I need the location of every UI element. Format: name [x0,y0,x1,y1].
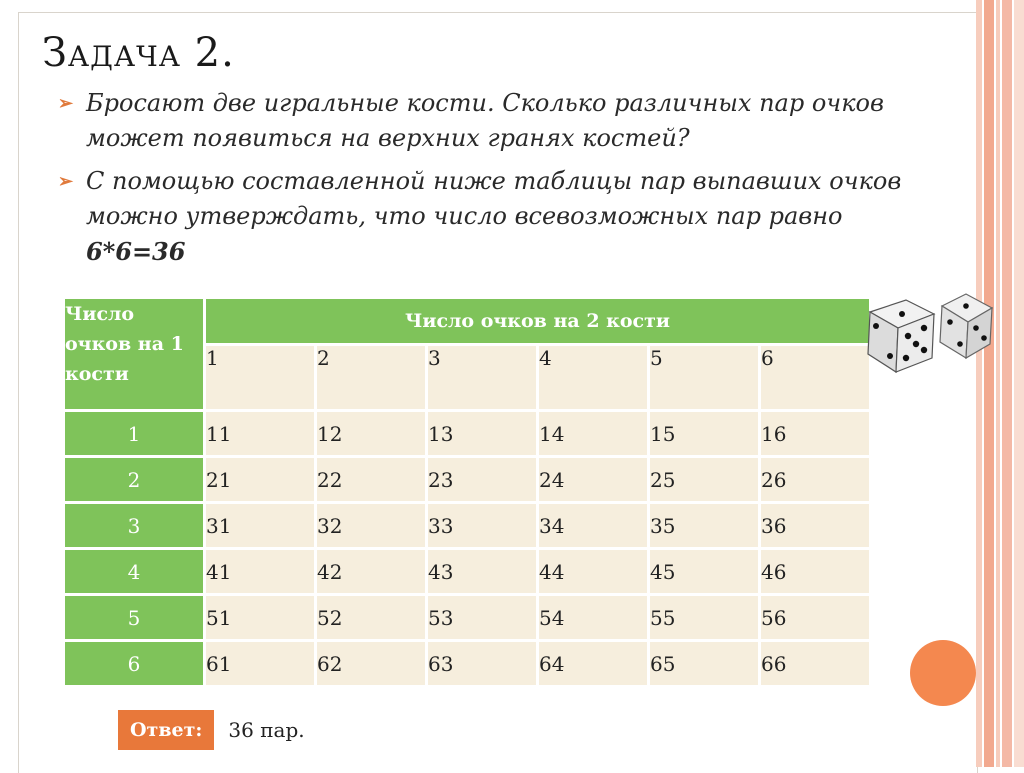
table-cell: 55 [650,596,758,639]
bullet-bold-formula: 6*6=36 [86,237,186,266]
table-cell: 13 [428,412,536,455]
bullet-arrow-icon: ➢ [58,171,74,192]
row-label: 2 [65,458,203,501]
row-label: 3 [65,504,203,547]
table-cell: 34 [539,504,647,547]
table-corner-label: Число очков на 1 кости [65,299,203,409]
table-cell: 25 [650,458,758,501]
row-label: 5 [65,596,203,639]
table-cell: 65 [650,642,758,685]
dice-icon [862,292,996,376]
table-cell: 64 [539,642,647,685]
table-cell: 56 [761,596,869,639]
table-cell: 54 [539,596,647,639]
table-cell: 24 [539,458,647,501]
column-number: 2 [317,346,425,409]
table-cell: 14 [539,412,647,455]
column-number: 4 [539,346,647,409]
table-cell: 61 [206,642,314,685]
table-cell: 16 [761,412,869,455]
table-cell: 11 [206,412,314,455]
bullet-arrow-icon: ➢ [58,93,74,114]
table-row [65,596,869,639]
table-cell: 35 [650,504,758,547]
table-cell: 32 [317,504,425,547]
table-cell: 53 [428,596,536,639]
row-label: 6 [65,642,203,685]
table-cell: 21 [206,458,314,501]
table-cell: 23 [428,458,536,501]
table-cell: 51 [206,596,314,639]
table-cell: 66 [761,642,869,685]
row-label: 1 [65,412,203,455]
table-cell: 12 [317,412,425,455]
table-row [65,550,869,593]
table-cell: 42 [317,550,425,593]
table-column-header: Число очков на 2 кости [206,299,869,343]
table-cell: 45 [650,550,758,593]
decorative-orange-circle [910,640,976,706]
bullet-item [58,86,918,156]
table-cell: 41 [206,550,314,593]
table-cell: 26 [761,458,869,501]
table-cell: 44 [539,550,647,593]
answer-value: 36 пар. [228,718,305,742]
table-row [65,458,869,501]
table-cell: 31 [206,504,314,547]
table-cell: 63 [428,642,536,685]
table-cell: 33 [428,504,536,547]
column-number: 6 [761,346,869,409]
bullet-list [58,86,918,278]
column-number: 5 [650,346,758,409]
column-number: 3 [428,346,536,409]
table-cell: 46 [761,550,869,593]
bullet-text: С помощью составленной ниже таблицы пар выпавших очков можно утверждать, что число всевозможных пар равно [86,167,902,230]
bullet-item [58,164,918,270]
table-cell: 62 [317,642,425,685]
table-cell: 22 [317,458,425,501]
table-cell: 36 [761,504,869,547]
table-cell: 43 [428,550,536,593]
dice-pairs-table [62,296,872,688]
row-label: 4 [65,550,203,593]
column-number: 1 [206,346,314,409]
answer-block [118,710,305,750]
table-cell: 52 [317,596,425,639]
table-cell: 15 [650,412,758,455]
table-row [65,504,869,547]
table-row [65,642,869,685]
table-row [65,412,869,455]
decorative-stripes [976,0,1024,767]
bullet-text: Бросают две игральные кости. Сколько различных пар очков может появиться на верхних гранях костей? [86,89,884,152]
answer-label: Ответ: [118,710,214,750]
slide-title: Задача 2. [42,30,235,76]
